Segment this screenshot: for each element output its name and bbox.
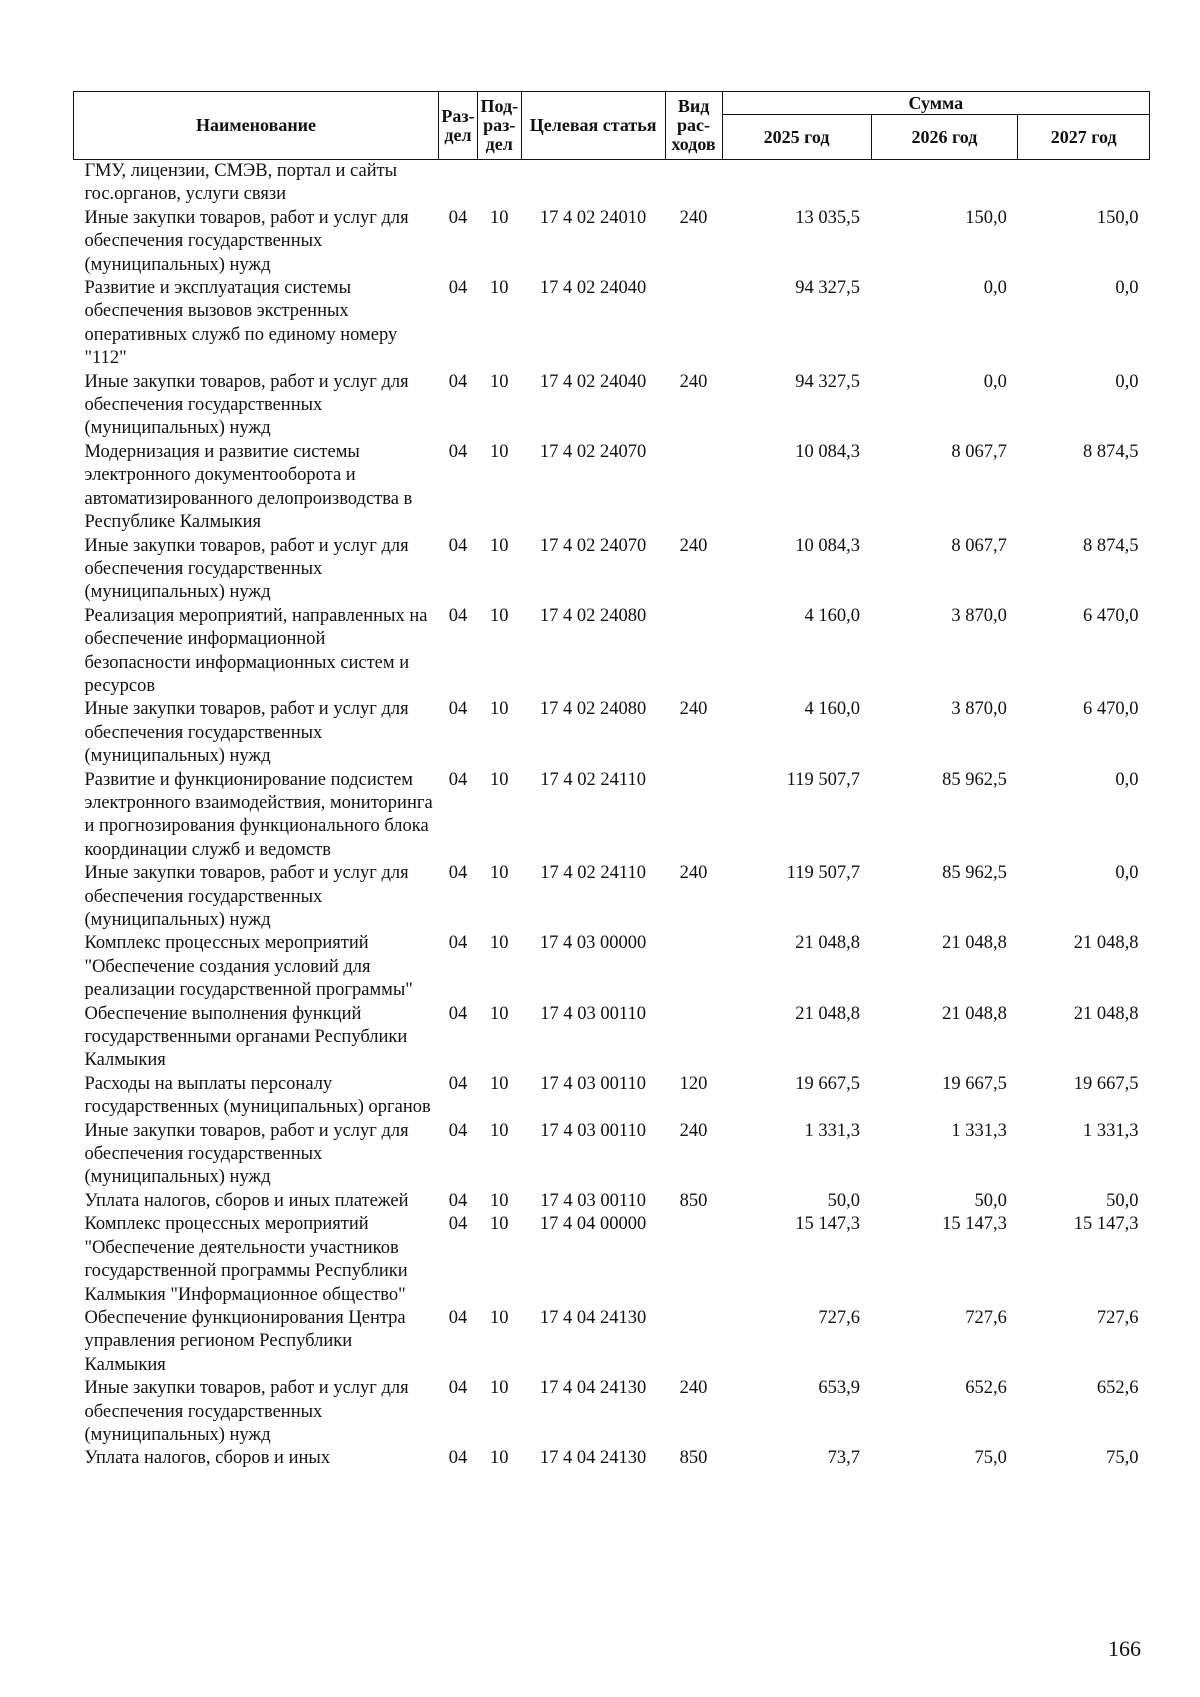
row-razdel: 04	[448, 605, 468, 626]
row-target: 17 4 02 24080	[539, 605, 647, 626]
row-target: 17 4 02 24070	[539, 441, 647, 462]
table-row	[74, 207, 1150, 277]
table-row	[74, 1073, 1150, 1120]
row-razdel: 04	[448, 1190, 468, 1211]
table-body	[74, 160, 1150, 1471]
row-podrazdel: 10	[490, 207, 509, 228]
row-vid	[665, 441, 722, 535]
row-target: 17 4 02 24070	[539, 535, 647, 556]
row-podrazdel: 10	[490, 1073, 509, 1094]
row-vid	[665, 769, 722, 863]
row-sum-2025: 73,7	[827, 1448, 860, 1469]
table-row	[74, 1447, 1150, 1470]
row-sum-2026: 8 067,7	[951, 441, 1007, 462]
row-vid	[665, 605, 722, 699]
row-sum-2027: 0,0	[1115, 278, 1139, 299]
header-vid: Вид рас-ходов	[665, 92, 722, 160]
row-sum-2026: 85 962,5	[942, 863, 1007, 884]
row-podrazdel: 10	[490, 1003, 509, 1024]
row-sum-2027: 1 331,3	[1083, 1120, 1139, 1141]
row-sum-2027: 150,0	[1096, 207, 1139, 228]
row-sum-2026: 3 870,0	[951, 699, 1007, 720]
row-vid: 240	[679, 207, 708, 228]
row-razdel: 04	[448, 1003, 468, 1024]
row-razdel: 04	[448, 441, 468, 462]
table-row	[74, 698, 1150, 768]
row-target: 17 4 04 24130	[539, 1448, 647, 1469]
row-sum-2025: 727,6	[818, 1307, 860, 1328]
row-name: Комплекс процессных мероприятий "Обеспечение деятельности участников государственной программы Республики Калмыкия "Информационное общество"	[84, 1214, 408, 1305]
row-vid: 850	[679, 1448, 708, 1469]
row-target: 17 4 04 24130	[539, 1378, 647, 1399]
row-name: Иные закупки товаров, работ и услуг для обеспечения государственных (муниципальных) нужд	[84, 1120, 409, 1188]
row-sum-2027	[1018, 160, 1150, 207]
row-podrazdel: 10	[490, 863, 509, 884]
row-razdel: 04	[448, 1307, 468, 1328]
row-vid	[665, 277, 722, 371]
row-podrazdel: 10	[490, 605, 509, 626]
header-sum: Сумма	[722, 92, 1149, 115]
row-name: Уплата налогов, сборов и иных	[84, 1448, 331, 1469]
row-sum-2025: 1 331,3	[804, 1120, 860, 1141]
row-vid: 240	[679, 371, 708, 392]
row-sum-2027: 8 874,5	[1083, 535, 1139, 556]
row-vid	[665, 932, 722, 1002]
row-vid	[665, 1003, 722, 1073]
row-podrazdel: 10	[490, 1120, 509, 1141]
row-sum-2027: 8 874,5	[1083, 441, 1139, 462]
row-podrazdel: 10	[490, 371, 509, 392]
row-target	[521, 160, 665, 207]
row-sum-2027: 652,6	[1096, 1378, 1139, 1399]
row-target: 17 4 04 24130	[539, 1307, 647, 1328]
row-podrazdel: 10	[490, 1190, 509, 1211]
row-sum-2027: 19 667,5	[1073, 1073, 1139, 1094]
header-2025: 2025 год	[722, 115, 871, 160]
row-razdel	[439, 160, 478, 207]
row-sum-2025: 4 160,0	[804, 699, 860, 720]
row-sum-2027: 50,0	[1106, 1190, 1139, 1211]
table-row	[74, 1377, 1150, 1447]
table-row	[74, 769, 1150, 863]
table-row	[74, 1213, 1150, 1307]
row-sum-2025: 13 035,5	[795, 207, 860, 228]
row-sum-2026: 50,0	[974, 1190, 1007, 1211]
row-name: Иные закупки товаров, работ и услуг для обеспечения государственных (муниципальных) нужд	[84, 863, 409, 930]
row-name: Уплата налогов, сборов и иных платежей	[84, 1190, 409, 1211]
row-podrazdel: 10	[490, 1307, 509, 1328]
row-sum-2027: 6 470,0	[1083, 605, 1139, 626]
row-sum-2026: 19 667,5	[942, 1073, 1007, 1094]
row-sum-2026: 652,6	[965, 1378, 1007, 1399]
row-name: Иные закупки товаров, работ и услуг для обеспечения государственных (муниципальных) нужд	[84, 371, 409, 439]
row-name: Обеспечение функционирования Центра управления регионом Республики Калмыкия	[84, 1307, 406, 1375]
row-sum-2027: 21 048,8	[1073, 1003, 1139, 1024]
row-target: 17 4 03 00110	[540, 1073, 646, 1094]
row-vid: 240	[679, 1378, 708, 1399]
row-sum-2026: 3 870,0	[951, 605, 1007, 626]
row-name: Иные закупки товаров, работ и услуг для обеспечения государственных (муниципальных) нужд	[84, 207, 409, 275]
row-sum-2026: 21 048,8	[942, 933, 1007, 954]
row-sum-2026: 8 067,7	[951, 535, 1007, 556]
header-2026: 2026 год	[871, 115, 1018, 160]
table-row	[74, 535, 1150, 605]
row-sum-2026	[871, 160, 1018, 207]
row-podrazdel: 10	[490, 769, 509, 790]
row-sum-2025: 94 327,5	[795, 371, 860, 392]
table-row	[74, 932, 1150, 1002]
row-sum-2025: 50,0	[827, 1190, 860, 1211]
row-podrazdel: 10	[490, 535, 509, 556]
row-sum-2025: 21 048,8	[795, 1003, 860, 1024]
row-razdel: 04	[448, 535, 468, 556]
row-target: 17 4 02 24080	[539, 699, 647, 720]
row-sum-2026: 0,0	[983, 278, 1007, 299]
header-2027: 2027 год	[1018, 115, 1150, 160]
header-target: Целевая статья	[521, 92, 665, 160]
row-name: ГМУ, лицензии, СМЭВ, портал и сайты гос.органов, услуги связи	[84, 161, 398, 205]
row-sum-2025: 119 507,7	[786, 769, 860, 790]
row-razdel: 04	[448, 1378, 468, 1399]
row-sum-2025	[722, 160, 871, 207]
row-sum-2025: 15 147,3	[795, 1214, 860, 1235]
row-razdel: 04	[448, 207, 468, 228]
row-podrazdel: 10	[490, 1378, 509, 1399]
table-row	[74, 441, 1150, 535]
row-target: 17 4 03 00110	[540, 1120, 646, 1141]
row-sum-2027: 15 147,3	[1073, 1214, 1139, 1235]
row-razdel: 04	[448, 863, 468, 884]
row-sum-2027: 75,0	[1106, 1448, 1139, 1469]
table-row	[74, 1120, 1150, 1190]
row-name: Расходы на выплаты персоналу государственных (муниципальных) органов	[84, 1073, 431, 1118]
row-vid: 240	[679, 699, 708, 720]
row-vid	[665, 160, 722, 207]
row-sum-2027: 727,6	[1096, 1307, 1139, 1328]
row-target: 17 4 03 00000	[539, 933, 647, 954]
row-sum-2027: 6 470,0	[1083, 699, 1139, 720]
row-sum-2025: 10 084,3	[795, 441, 860, 462]
row-name: Комплекс процессных мероприятий "Обеспечение создания условий для реализации государственной программы"	[84, 933, 413, 1001]
row-vid: 240	[679, 535, 708, 556]
row-razdel: 04	[448, 769, 468, 790]
row-vid: 240	[679, 1120, 708, 1141]
header-razdel: Раз-дел	[439, 92, 478, 160]
row-sum-2026: 85 962,5	[942, 769, 1007, 790]
row-sum-2027: 21 048,8	[1073, 933, 1139, 954]
table-row	[74, 277, 1150, 371]
row-podrazdel: 10	[490, 278, 509, 299]
table-row	[74, 605, 1150, 699]
table-row	[74, 1307, 1150, 1377]
row-sum-2026: 21 048,8	[942, 1003, 1007, 1024]
row-target: 17 4 03 00110	[540, 1190, 646, 1211]
row-sum-2025: 94 327,5	[795, 278, 860, 299]
row-name: Модернизация и развитие системы электронного документооборота и автоматизированного делопроизводства в Республике Калмыкия	[84, 441, 413, 533]
row-target: 17 4 02 24110	[540, 769, 646, 790]
table-row	[74, 371, 1150, 441]
row-vid: 850	[679, 1190, 708, 1211]
row-sum-2025: 21 048,8	[795, 933, 860, 954]
row-razdel: 04	[448, 278, 468, 299]
row-vid: 120	[679, 1073, 708, 1094]
row-razdel: 04	[448, 1448, 468, 1469]
row-sum-2025: 4 160,0	[804, 605, 860, 626]
row-podrazdel: 10	[490, 1448, 509, 1469]
row-razdel: 04	[448, 1073, 468, 1094]
row-podrazdel	[477, 160, 521, 207]
row-target: 17 4 02 24040	[539, 278, 647, 299]
row-name: Иные закупки товаров, работ и услуг для обеспечения государственных (муниципальных) нужд	[84, 535, 409, 603]
row-sum-2025: 19 667,5	[795, 1073, 860, 1094]
row-sum-2025: 653,9	[818, 1378, 860, 1399]
row-name: Обеспечение выполнения функций государственными органами Республики Калмыкия	[84, 1003, 408, 1071]
table-header	[74, 92, 1150, 160]
row-podrazdel: 10	[490, 1214, 509, 1235]
budget-table	[73, 91, 1150, 1471]
row-sum-2026: 15 147,3	[942, 1214, 1007, 1235]
row-name: Реализация мероприятий, направленных на обеспечение информационной безопасности информационных систем и ресурсов	[84, 605, 428, 696]
row-name: Иные закупки товаров, работ и услуг для обеспечения государственных (муниципальных) нужд	[84, 699, 409, 767]
row-podrazdel: 10	[490, 933, 509, 954]
table-row	[74, 1190, 1150, 1213]
row-sum-2026: 0,0	[983, 371, 1007, 392]
row-target: 17 4 04 00000	[539, 1214, 647, 1235]
row-sum-2027: 0,0	[1115, 371, 1139, 392]
row-vid	[665, 1307, 722, 1377]
row-vid	[665, 1213, 722, 1307]
row-vid: 240	[679, 863, 708, 884]
row-name: Развитие и эксплуатация системы обеспечения вызовов экстренных оперативных служб по единому номеру "112"	[84, 278, 398, 369]
row-sum-2025: 119 507,7	[786, 863, 860, 884]
row-razdel: 04	[448, 699, 468, 720]
row-podrazdel: 10	[490, 699, 509, 720]
row-sum-2026: 727,6	[965, 1307, 1007, 1328]
row-sum-2025: 10 084,3	[795, 535, 860, 556]
table-row	[74, 1003, 1150, 1073]
row-podrazdel: 10	[490, 441, 509, 462]
row-target: 17 4 02 24040	[539, 371, 647, 392]
row-razdel: 04	[448, 1214, 468, 1235]
row-target: 17 4 03 00110	[540, 1003, 646, 1024]
row-razdel: 04	[448, 933, 468, 954]
row-sum-2027: 0,0	[1115, 769, 1139, 790]
row-sum-2026: 1 331,3	[951, 1120, 1007, 1141]
row-target: 17 4 02 24110	[540, 863, 646, 884]
row-razdel: 04	[448, 371, 468, 392]
row-sum-2026: 75,0	[974, 1448, 1007, 1469]
row-razdel: 04	[448, 1120, 468, 1141]
page-number: 166	[1108, 1636, 1141, 1661]
row-name: Иные закупки товаров, работ и услуг для обеспечения государственных (муниципальных) нужд	[84, 1378, 409, 1445]
row-sum-2026: 150,0	[965, 207, 1007, 228]
table-row	[74, 862, 1150, 932]
row-target: 17 4 02 24010	[539, 207, 647, 228]
row-name: Развитие и функционирование подсистем электронного взаимодействия, мониторинга и прогнозирования функционального блока координации служб и ведомств	[84, 769, 433, 860]
header-podrazdel: Под-раз-дел	[477, 92, 521, 160]
table-row	[74, 160, 1150, 207]
header-name: Наименование	[74, 92, 439, 160]
row-sum-2027: 0,0	[1115, 863, 1139, 884]
